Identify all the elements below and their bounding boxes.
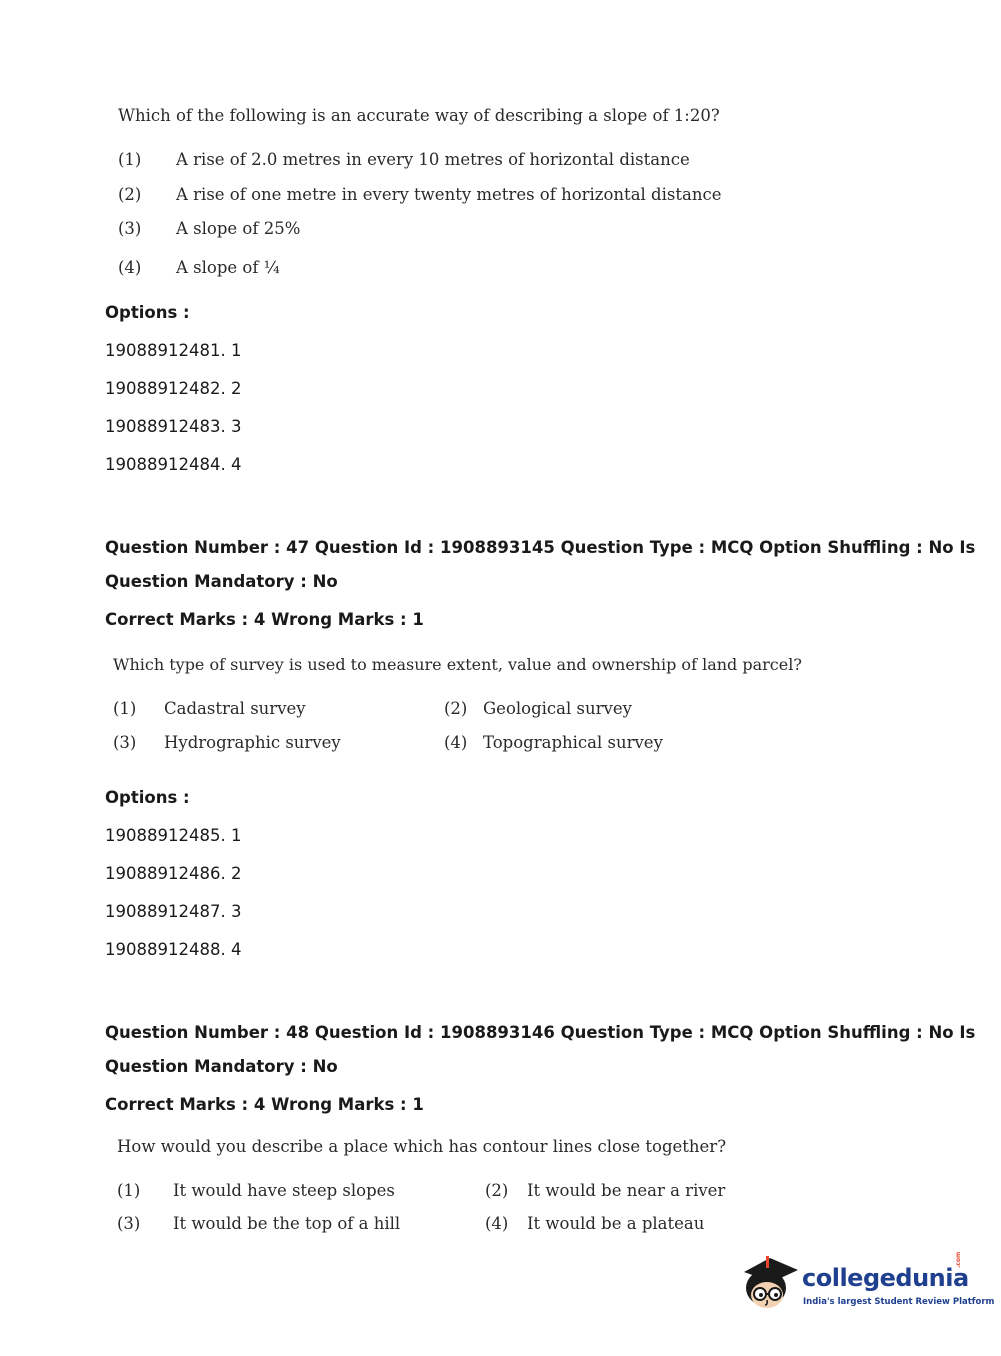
q48-marks: Correct Marks : 4 Wrong Marks : 1 bbox=[105, 1095, 424, 1114]
q46-option-3: 19088912483. 3 bbox=[105, 417, 242, 436]
q47-header-line1: Question Number : 47 Question Id : 1908893145 Question Type : MCQ Option Shuffling : No Is bbox=[105, 538, 976, 557]
q46-choice-4-num: (4) bbox=[118, 258, 142, 277]
q47-option-2: 19088912486. 2 bbox=[105, 864, 242, 883]
q46-choice-4-text: A slope of ¼ bbox=[176, 258, 280, 277]
q46-choice-3-text: A slope of 25% bbox=[176, 219, 301, 238]
q46-option-2: 19088912482. 2 bbox=[105, 379, 242, 398]
q47-option-1: 19088912485. 1 bbox=[105, 826, 242, 845]
q47-choice-3-num: (3) bbox=[113, 733, 137, 752]
q48-choice-2-num: (2) bbox=[485, 1181, 509, 1200]
q47-choice-1-text: Cadastral survey bbox=[164, 699, 306, 718]
q47-choice-2-text: Geological survey bbox=[483, 699, 632, 718]
q46-choice-3-num: (3) bbox=[118, 219, 142, 238]
mascot-icon bbox=[740, 1250, 800, 1312]
q47-choice-1-num: (1) bbox=[113, 699, 137, 718]
q47-option-4: 19088912488. 4 bbox=[105, 940, 242, 959]
logo-domain-suffix: .com bbox=[955, 1251, 962, 1268]
q47-choice-4-num: (4) bbox=[444, 733, 468, 752]
q46-choice-1-num: (1) bbox=[118, 150, 142, 169]
q48-header-line1: Question Number : 48 Question Id : 1908893146 Question Type : MCQ Option Shuffling : No Is bbox=[105, 1023, 976, 1042]
q47-option-3: 19088912487. 3 bbox=[105, 902, 242, 921]
q46-choice-2-num: (2) bbox=[118, 185, 142, 204]
q47-options-label: Options : bbox=[105, 788, 190, 807]
q48-choice-2-text: It would be near a river bbox=[527, 1181, 726, 1200]
q46-choice-1-text: A rise of 2.0 metres in every 10 metres of horizontal distance bbox=[176, 150, 690, 169]
q48-question-text: How would you describe a place which has contour lines close together? bbox=[117, 1137, 727, 1156]
q48-choice-3-num: (3) bbox=[117, 1214, 141, 1233]
q48-header-line2: Question Mandatory : No bbox=[105, 1057, 338, 1076]
q47-marks: Correct Marks : 4 Wrong Marks : 1 bbox=[105, 610, 424, 629]
logo-wordmark: collegedunia bbox=[802, 1264, 969, 1292]
q48-choice-3-text: It would be the top of a hill bbox=[173, 1214, 401, 1233]
q46-question-text: Which of the following is an accurate way of describing a slope of 1:20? bbox=[118, 106, 720, 125]
q46-choice-2-text: A rise of one metre in every twenty metres of horizontal distance bbox=[176, 185, 722, 204]
collegedunia-logo[interactable] bbox=[740, 1250, 995, 1312]
q47-header-line2: Question Mandatory : No bbox=[105, 572, 338, 591]
q46-option-4: 19088912484. 4 bbox=[105, 455, 242, 474]
q47-choice-2-num: (2) bbox=[444, 699, 468, 718]
q47-choice-4-text: Topographical survey bbox=[483, 733, 663, 752]
q46-options-label: Options : bbox=[105, 303, 190, 322]
q48-choice-4-num: (4) bbox=[485, 1214, 509, 1233]
q48-choice-1-num: (1) bbox=[117, 1181, 141, 1200]
q47-choice-3-text: Hydrographic survey bbox=[164, 733, 341, 752]
q48-choice-4-text: It would be a plateau bbox=[527, 1214, 705, 1233]
logo-tagline: India's largest Student Review Platform bbox=[803, 1297, 995, 1307]
q48-choice-1-text: It would have steep slopes bbox=[173, 1181, 395, 1200]
q46-option-1: 19088912481. 1 bbox=[105, 341, 242, 360]
q47-question-text: Which type of survey is used to measure extent, value and ownership of land parcel? bbox=[113, 655, 802, 674]
